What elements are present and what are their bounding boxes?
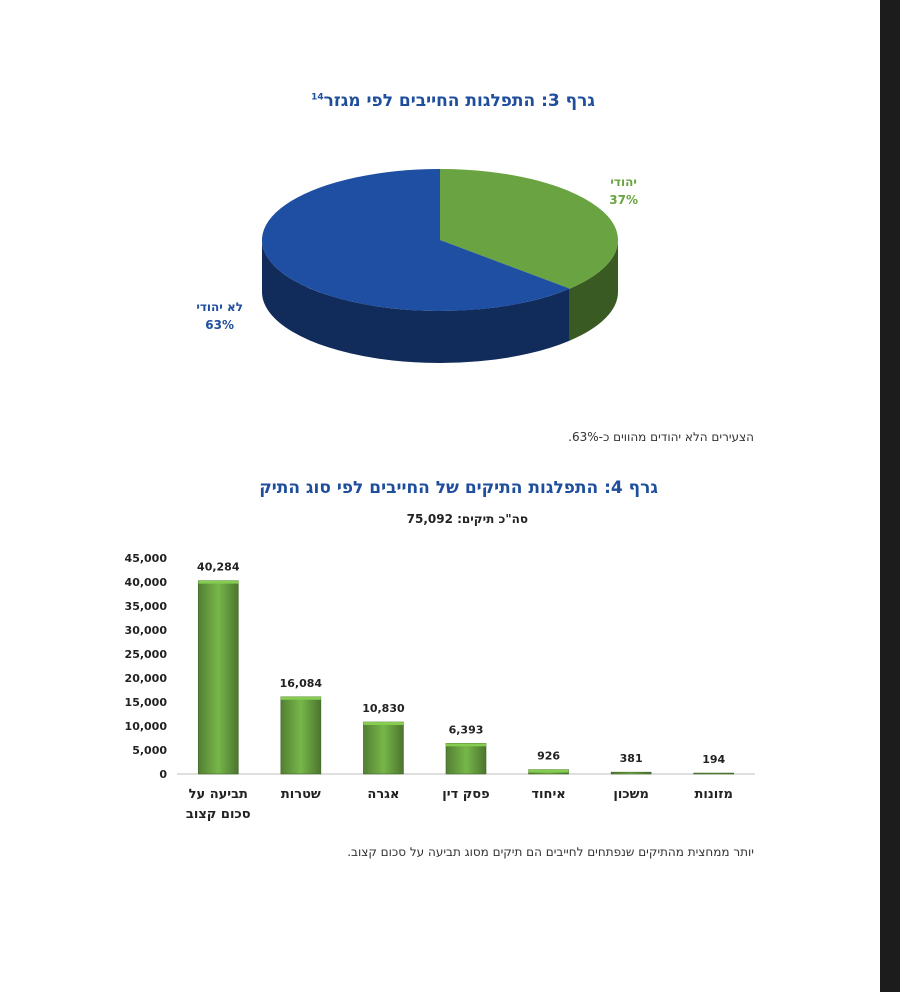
y-tick-label: 15,000 <box>124 696 167 709</box>
y-tick-label: 45,000 <box>124 552 167 565</box>
bar-cap <box>198 581 238 584</box>
bar-value-label: 6,393 <box>448 723 484 737</box>
category-label: אגרה <box>367 787 400 802</box>
category-label: שטרות <box>280 787 321 802</box>
bar-note: יותר ממחצית מהתיקים שנפתחים לחייבים הם תיקים מסוג תביעה על סכום קצוב. <box>347 845 754 859</box>
pie-label-non-jewish-name: לא יהודי <box>196 300 243 314</box>
bar-chart-total: סה"כ תיקים: 75,092 <box>406 512 528 526</box>
bar-chart-title: גרף 4: התפלגות התיקים של החייבים לפי סוג התיק <box>259 478 658 498</box>
bar <box>694 773 734 774</box>
bar <box>611 772 651 774</box>
pie-chart <box>255 160 625 385</box>
bar-cap <box>281 697 321 700</box>
bar-cap <box>529 770 569 773</box>
pie-label-jewish-pct: 37% <box>609 193 638 207</box>
bar-value-label: 381 <box>619 752 643 766</box>
bar <box>446 743 486 774</box>
y-tick-label: 25,000 <box>124 648 167 661</box>
category-label: סכום קצוב <box>185 807 251 822</box>
pie-label-jewish-name: יהודי <box>610 175 637 189</box>
page-edge-bar <box>880 0 900 992</box>
pie-title-footnote: 14 <box>311 92 324 103</box>
bar-cap <box>363 722 403 725</box>
y-tick-label: 40,000 <box>124 576 167 589</box>
pie-chart-title <box>311 91 595 111</box>
y-tick-label: 30,000 <box>124 624 167 637</box>
category-label: תביעה על <box>188 787 248 802</box>
category-label: איחוד <box>531 787 566 802</box>
bar-value-label: 194 <box>702 753 726 767</box>
bar-cap <box>446 743 486 746</box>
bar <box>198 581 238 774</box>
pie-title-text: גרף 3: התפלגות החייבים לפי מגזר <box>323 91 595 111</box>
bar-value-label: 10,830 <box>362 702 405 716</box>
bar <box>363 722 403 774</box>
pie-label-non-jewish <box>196 298 243 334</box>
y-tick-label: 10,000 <box>124 720 167 733</box>
bar-value-label: 40,284 <box>197 560 240 574</box>
y-tick-label: 5,000 <box>132 744 167 757</box>
pie-note: הצעירים הלא יהודים מהווים כ-63%. <box>568 430 754 444</box>
bar-value-label: 926 <box>537 749 561 763</box>
bar-value-label: 16,084 <box>279 676 323 690</box>
category-label: מזונות <box>694 787 733 802</box>
y-tick-label: 35,000 <box>124 600 167 613</box>
bar-chart <box>100 550 765 825</box>
category-label: משכון <box>613 787 649 802</box>
category-label: פסק דין <box>442 787 490 802</box>
y-tick-label: 20,000 <box>124 672 167 685</box>
bar <box>281 697 321 774</box>
y-tick-label: 0 <box>159 768 167 781</box>
pie-label-non-jewish-pct: 63% <box>205 318 235 332</box>
pie-label-jewish <box>609 173 638 209</box>
